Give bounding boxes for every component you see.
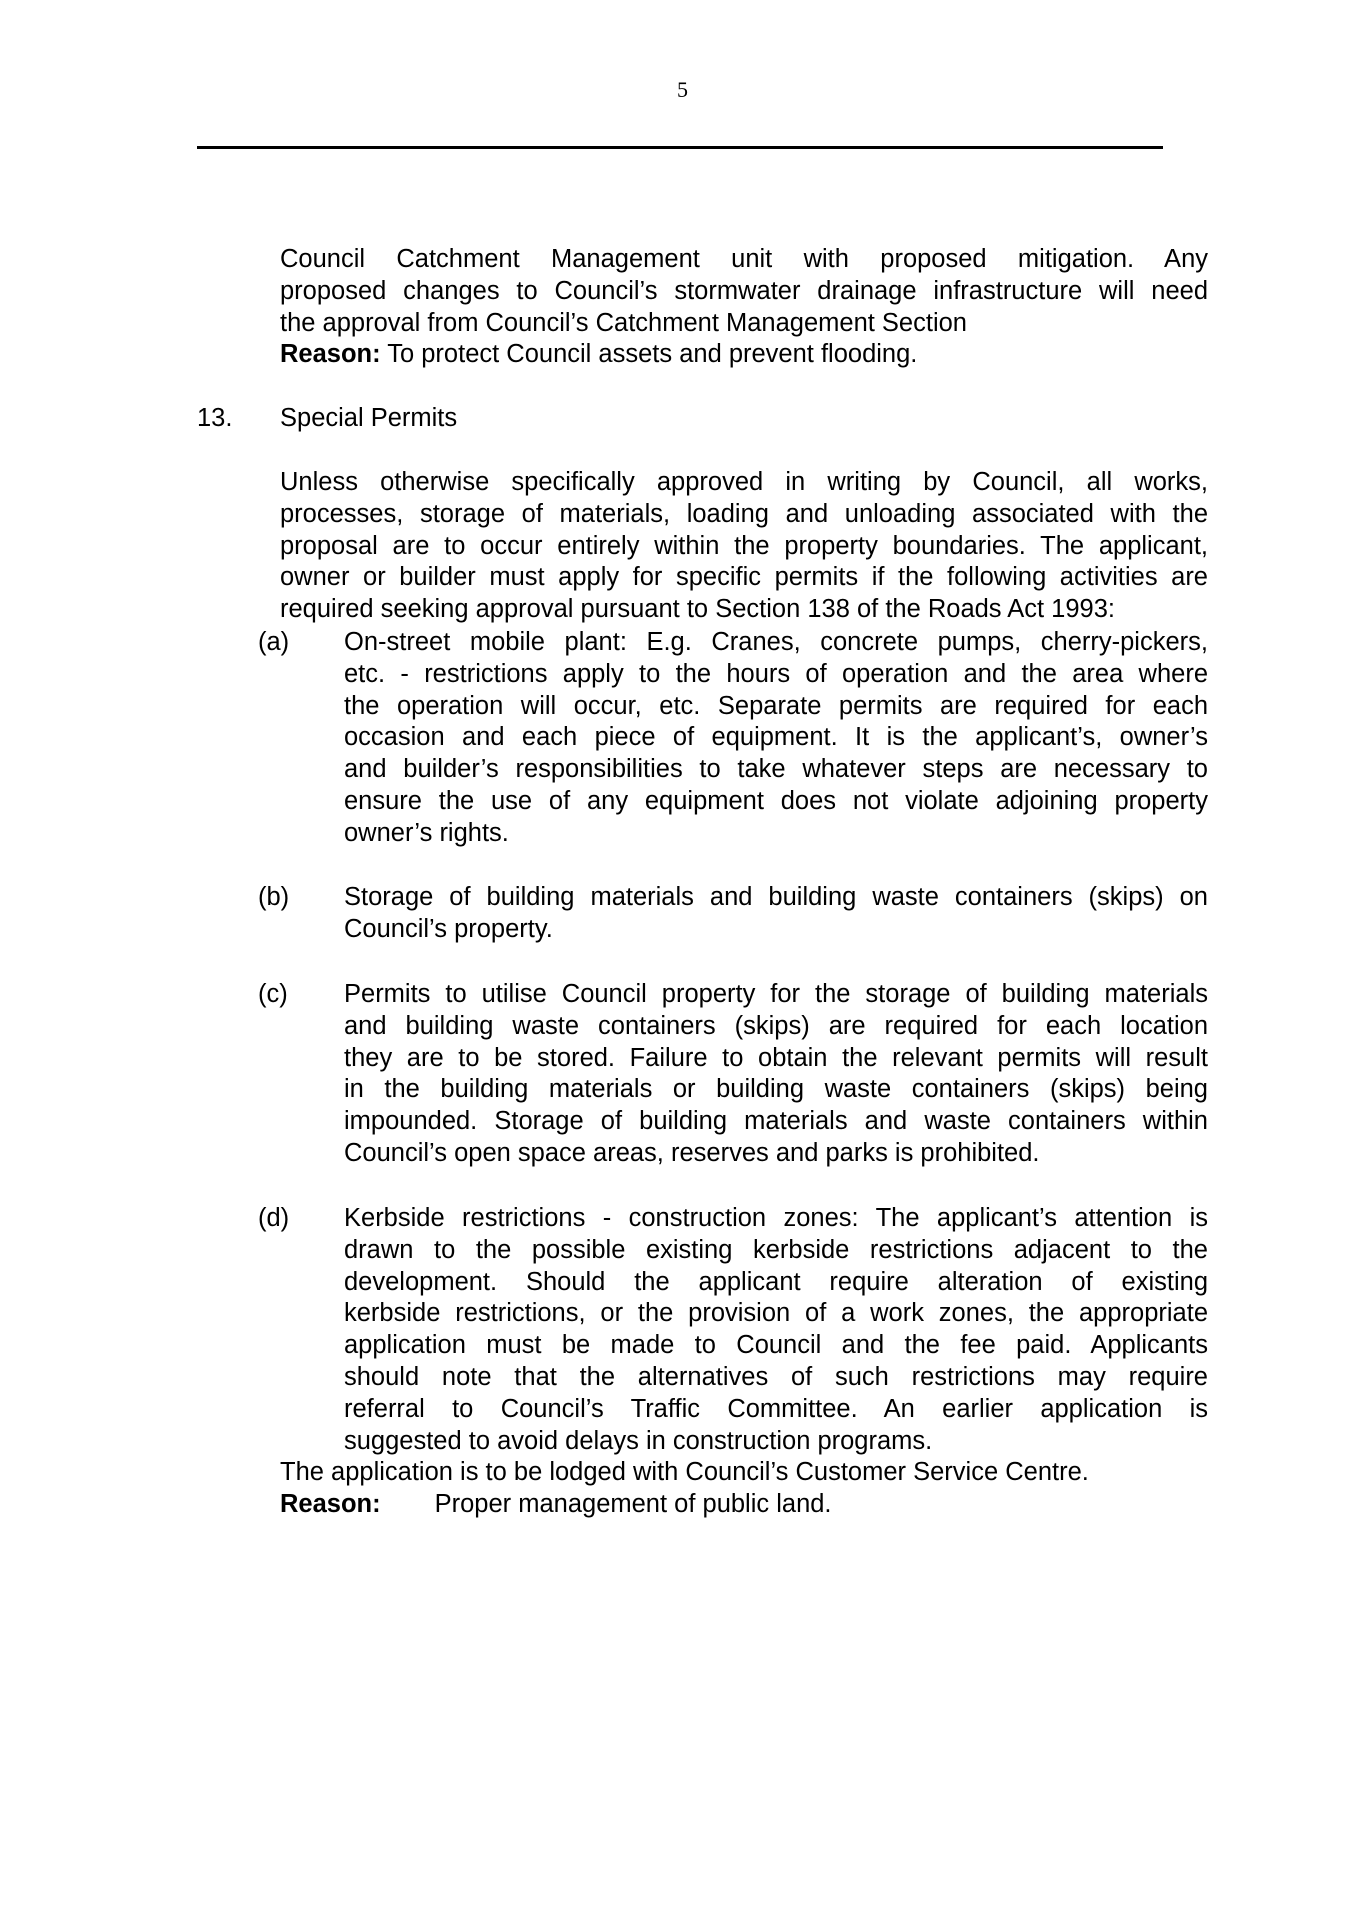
item-line: etc. - restrictions apply to the hours of operation and the area where (344, 659, 1208, 688)
section-number: 13. (197, 404, 233, 432)
item-line: in the building materials or building waste containers (skips) being (344, 1075, 1208, 1104)
intro-reason (280, 339, 1208, 371)
final-reason-label: Reason: (280, 1490, 381, 1518)
item-line: the operation will occur, etc. Separate permits are required for each (344, 691, 1208, 720)
item-line: should note that the alternatives of such restrictions may require (344, 1362, 1208, 1391)
item-line: ensure the use of any equipment does not violate adjoining property (344, 786, 1208, 815)
item-label-d: (d) (258, 1204, 290, 1232)
page-number: 5 (677, 77, 688, 102)
item-line: development. Should the applicant require alteration of existing (344, 1267, 1208, 1296)
item-text-a (344, 627, 1208, 850)
item-line: application must be made to Council and the fee paid. Applicants (344, 1331, 1208, 1360)
paragraph-line: required seeking approval pursuant to Section 138 of the Roads Act 1993: (280, 595, 1115, 624)
item-line: Council’s open space areas, reserves and parks is prohibited. (344, 1138, 1040, 1167)
intro-line: proposed changes to Council’s stormwater drainage infrastructure will need (280, 276, 1208, 305)
item-line: and building waste containers (skips) are required for each location (344, 1011, 1208, 1040)
item-line: Kerbside restrictions - construction zones: The applicant’s attention is (344, 1204, 1208, 1232)
item-label-b: (b) (258, 883, 290, 911)
item-line: impounded. Storage of building materials and waste containers within (344, 1107, 1208, 1136)
intro-paragraph (280, 244, 1208, 371)
item-line: Permits to utilise Council property for the storage of building materials (344, 980, 1208, 1008)
item-line: Storage of building materials and building waste containers (skips) on (344, 883, 1208, 911)
item-line: Council’s property. (344, 914, 553, 943)
item-line: they are to be stored. Failure to obtain the relevant permits will result (344, 1043, 1208, 1072)
paragraph-line: owner or builder must apply for specific permits if the following activities are (280, 563, 1208, 592)
lodgement-text: The application is to be lodged with Council’s Customer Service Centre. (280, 1458, 1089, 1486)
item-line: referral to Council’s Traffic Committee. An earlier application is (344, 1394, 1208, 1423)
intro-reason-text: To protect Council assets and prevent flooding. (380, 340, 918, 369)
paragraph-line: proposal are to occur entirely within the property boundaries. The applicant, (280, 531, 1208, 560)
header-rule (197, 146, 1163, 149)
item-line: suggested to avoid delays in construction programs. (344, 1426, 933, 1455)
final-reason (280, 1489, 832, 1521)
item-line: owner’s rights. (344, 818, 509, 847)
section-paragraph (280, 467, 1208, 626)
item-text-d (344, 1203, 1208, 1457)
item-text-c (344, 979, 1208, 1170)
paragraph-line: Unless otherwise specifically approved in writing by Council, all works, (280, 468, 1208, 496)
item-label-a: (a) (258, 628, 290, 656)
item-line: On-street mobile plant: E.g. Cranes, concrete pumps, cherry-pickers, (344, 628, 1208, 656)
intro-line: the approval from Council’s Catchment Management Section (280, 308, 967, 337)
intro-line: Council Catchment Management unit with proposed mitigation. Any (280, 245, 1208, 273)
item-line: kerbside restrictions, or the provision of a work zones, the appropriate (344, 1299, 1208, 1328)
item-line: occasion and each piece of equipment. It is the applicant’s, owner’s (344, 723, 1208, 752)
item-text-b (344, 882, 1208, 946)
item-label-c: (c) (258, 980, 288, 1008)
intro-reason-label: Reason: (280, 340, 381, 369)
section-title: Special Permits (280, 404, 458, 432)
paragraph-line: processes, storage of materials, loading and unloading associated with the (280, 499, 1208, 528)
final-reason-text: Proper management of public land. (434, 1490, 832, 1518)
item-line: and builder’s responsibilities to take whatever steps are necessary to (344, 755, 1208, 784)
item-line: drawn to the possible existing kerbside restrictions adjacent to the (344, 1235, 1208, 1264)
